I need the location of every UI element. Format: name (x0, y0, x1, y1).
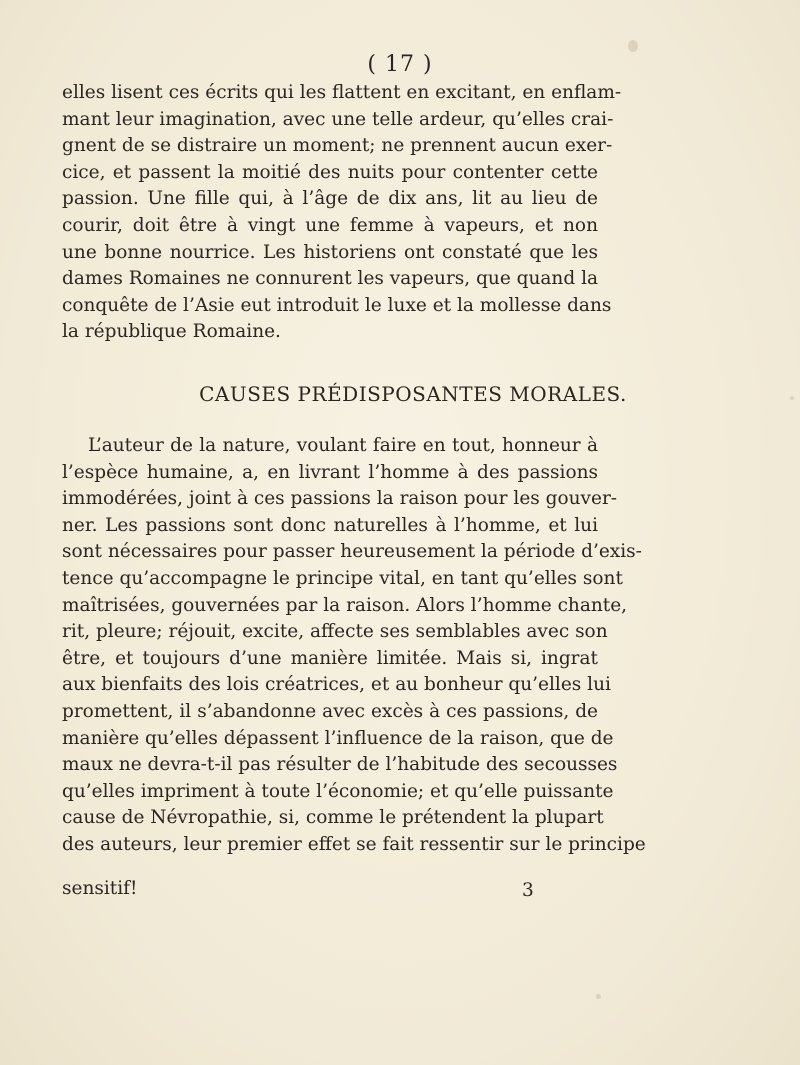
text-line: passion. Une fille qui, à l’âge de dix ans, lit au lieu de (62, 188, 598, 210)
paper-stain (628, 40, 638, 52)
text-line: l’espèce humaine, a, en livrant l’homme à des passions (62, 461, 598, 483)
text-line: une bonne nourrice. Les historiens ont constaté que les (62, 241, 598, 263)
text-line: rit, pleure; réjouit, excite, affecte ses semblables avec son (62, 621, 608, 643)
text-line: L’auteur de la nature, voulant faire en tout, honneur à (88, 435, 598, 456)
text-line: elles lisent ces écrits qui les flattent en excitant, en enflam- (62, 82, 622, 103)
text-line: promettent, il s’abandonne avec excès à ces passions, de (62, 700, 598, 722)
text-line: cause de Névropathie, si, comme le prétendent la plupart (62, 807, 604, 829)
page-footer (62, 876, 598, 903)
paragraph (62, 433, 646, 859)
text-line: gnent de se distraire un moment; ne prennent aucun exer- (62, 135, 613, 157)
text-line: conquête de l’Asie eut introduit le luxe et la mollesse dans (62, 294, 612, 316)
text-line: la république Romaine. (62, 321, 281, 343)
text-line: immodérées, joint à ces passions la raison pour les gouver- (62, 488, 618, 510)
section-heading-text: CAUSES PRÉDISPOSANTES MORALES. (199, 382, 627, 406)
text-line: qu’elles impriment à toute l’économie; et qu’elle puissante (62, 780, 614, 802)
signature-mark: 3 (522, 880, 534, 901)
section-heading (0, 380, 800, 408)
text-line: sont nécessaires pour passer heureusement la période d’exis- (62, 541, 642, 563)
text-line: mant leur imagination, avec une telle ardeur, qu’elles crai- (62, 108, 614, 130)
text-line: ner. Les passions sont donc naturelles à l’homme, et lui (62, 514, 598, 536)
catchword: sensitif! (62, 878, 138, 899)
page-number: ( 17 ) (367, 52, 433, 77)
text-line: aux bienfaits des lois créatrices, et au bonheur qu’elles lui (62, 674, 611, 696)
text-line: cice, et passent la moitié des nuits pour contenter cette (62, 161, 598, 183)
text-line: maux ne devra-t-il pas résulter de l’habitude des secousses (62, 754, 618, 776)
text-line: être, et toujours d’une manière limitée. Mais si, ingrat (62, 647, 598, 669)
text-line: maîtrisées, gouvernées par la raison. Alors l’homme chante, (62, 594, 628, 616)
text-line: courir, doit être à vingt une femme à vapeurs, et non (62, 214, 598, 236)
paper-stain (596, 994, 601, 999)
paragraph-continued (62, 80, 622, 346)
text-line: dames Romaines ne connurent les vapeurs, que quand la (62, 268, 599, 290)
text-line: manière qu’elles dépassent l’influence de la raison, que de (62, 727, 614, 749)
text-line: tence qu’accompagne le principe vital, en tant qu’elles sont (62, 567, 623, 589)
text-line: des auteurs, leur premier effet se fait ressentir sur le principe (62, 833, 646, 855)
